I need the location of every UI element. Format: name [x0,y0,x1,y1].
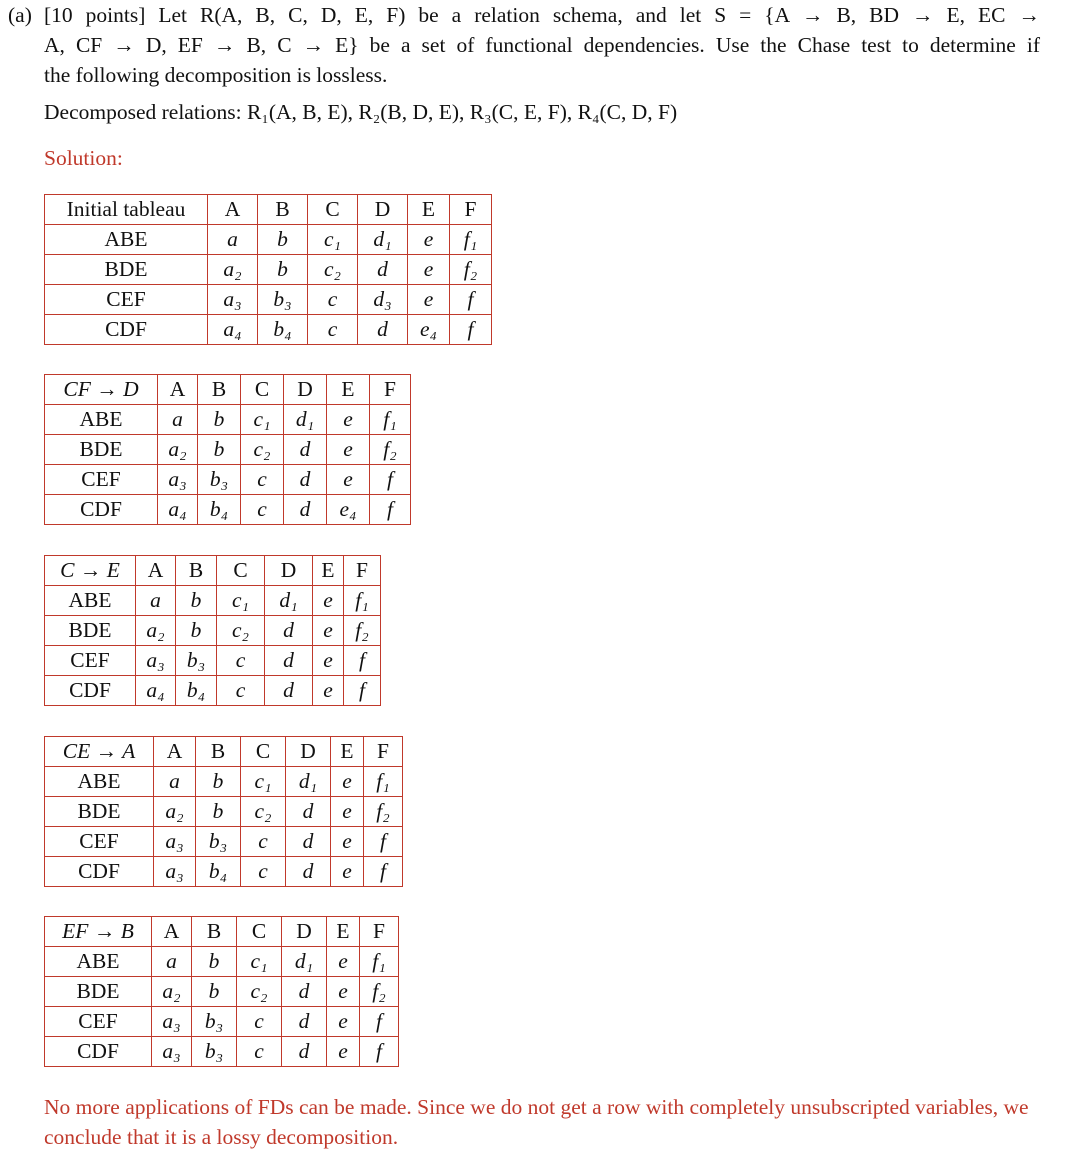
cell: d [286,857,331,887]
col-header: E [408,195,450,225]
tableau-ce-a [44,736,403,887]
col-header: A [154,737,196,767]
cell: f [364,857,403,887]
cell: f [364,827,403,857]
cell: e [313,676,344,706]
cell: e [408,255,450,285]
table-row [45,586,381,616]
row-name: ABE [45,767,154,797]
col-header: F [344,556,381,586]
cell: c₂ [308,255,358,285]
cell: b₃ [192,1037,237,1067]
cell: f₁ [364,767,403,797]
row-name: BDE [45,435,158,465]
cell: f₂ [360,977,399,1007]
cell: f [344,676,381,706]
tableau-title: CE → A [45,737,154,767]
cell: b [258,255,308,285]
cell: a₃ [154,857,196,887]
cell: a₄ [208,315,258,345]
problem-line-3: the following decomposition is lossless. [44,63,388,87]
table-row [45,405,411,435]
tableau-c-e [44,555,381,706]
cell: f [370,465,411,495]
table-row [45,315,492,345]
table-row [45,435,411,465]
cell: f₂ [370,435,411,465]
col-header: D [284,375,327,405]
col-header: C [241,375,284,405]
cell: e [313,646,344,676]
cell: c₁ [241,767,286,797]
row-name: BDE [45,977,152,1007]
table-row [45,225,492,255]
cell: e [313,586,344,616]
col-header: C [217,556,265,586]
cell: e [408,285,450,315]
col-header: D [282,917,327,947]
row-name: CDF [45,857,154,887]
col-header: A [208,195,258,225]
cell: b₃ [176,646,217,676]
cell: b₄ [258,315,308,345]
problem-line-2: A, CF → D, EF → B, C → E} be a set of functional dependencies. Use the Chase test to determine if [44,33,1040,57]
cell: d [265,616,313,646]
cell: c [308,285,358,315]
cell: d [284,435,327,465]
solution-label: Solution: [44,146,123,170]
row-name: BDE [45,616,136,646]
cell: c₁ [237,947,282,977]
cell: e₄ [408,315,450,345]
col-header: F [360,917,399,947]
cell: c₁ [308,225,358,255]
cell: c [308,315,358,345]
problem-label: (a) [8,3,32,27]
cell: b₄ [196,857,241,887]
cell: f₂ [450,255,492,285]
col-header: D [358,195,408,225]
cell: e [408,225,450,255]
cell: c [237,1007,282,1037]
decomposed-relations: Decomposed relations: R₁(A, B, E), R₂(B, D, E), R₃(C, E, F), R₄(C, D, F) [44,100,678,124]
cell: c [237,1037,282,1067]
cell: e [327,435,370,465]
cell: b₃ [198,465,241,495]
cell: e [327,1007,360,1037]
cell: a₂ [152,977,192,1007]
col-header: E [327,375,370,405]
cell: d [282,1037,327,1067]
cell: a₂ [208,255,258,285]
table-row [45,977,399,1007]
col-header: E [313,556,344,586]
col-header: B [198,375,241,405]
row-name: CDF [45,676,136,706]
cell: c [241,827,286,857]
cell: f₁ [344,586,381,616]
cell: b₃ [196,827,241,857]
cell: a [152,947,192,977]
col-header: B [196,737,241,767]
cell: d₁ [265,586,313,616]
row-name: CDF [45,1037,152,1067]
cell: d [282,1007,327,1037]
cell: d [358,255,408,285]
cell: f [450,315,492,345]
cell: d [265,676,313,706]
table-row [45,285,492,315]
cell: a₄ [158,495,198,525]
cell: f [344,646,381,676]
col-header: E [331,737,364,767]
cell: e [313,616,344,646]
cell: b [196,767,241,797]
cell: a₃ [152,1007,192,1037]
cell: f [360,1037,399,1067]
cell: c₂ [241,797,286,827]
table-row [45,1037,399,1067]
problem-line-1: [10 points] Let R(A, B, C, D, E, F) be a relation schema, and let S = {A → B, BD → E, EC → [44,3,1040,27]
tableau-ef-b [44,916,399,1067]
tableau-title: Initial tableau [45,195,208,225]
cell: c [241,495,284,525]
cell: a [154,767,196,797]
cell: a₃ [154,827,196,857]
table-row [45,495,411,525]
row-name: CDF [45,495,158,525]
cell: b₃ [192,1007,237,1037]
cell: e [331,827,364,857]
conclusion: No more applications of FDs can be made. Since we do not get a row with completely unsubscripted variables, we conclude that it is a lossy decomposition. [44,1095,1029,1149]
cell: b [176,616,217,646]
table-row [45,616,381,646]
cell: a₄ [136,676,176,706]
cell: f₂ [344,616,381,646]
col-header: F [370,375,411,405]
cell: f₁ [360,947,399,977]
table-row [45,767,403,797]
col-header: A [152,917,192,947]
cell: a₃ [136,646,176,676]
cell: d₁ [286,767,331,797]
cell: e [327,465,370,495]
cell: d [358,315,408,345]
cell: e [327,1037,360,1067]
cell: c₁ [217,586,265,616]
cell: e [327,977,360,1007]
col-header: E [327,917,360,947]
cell: d₁ [358,225,408,255]
cell: b [192,977,237,1007]
table-row [45,646,381,676]
cell: f₁ [370,405,411,435]
cell: e [327,947,360,977]
table-row [45,797,403,827]
cell: b [198,435,241,465]
cell: a₂ [158,435,198,465]
tableau-cf-d [44,374,411,525]
cell: e [331,767,364,797]
cell: e [331,857,364,887]
col-header: B [192,917,237,947]
col-header: A [136,556,176,586]
row-name: CEF [45,646,136,676]
cell: c [217,646,265,676]
row-name: ABE [45,947,152,977]
cell: a₂ [154,797,196,827]
cell: a₃ [152,1037,192,1067]
cell: f [360,1007,399,1037]
cell: f [370,495,411,525]
table-row [45,857,403,887]
cell: c [241,465,284,495]
col-header: F [364,737,403,767]
tableau-title: EF → B [45,917,152,947]
col-header: C [308,195,358,225]
cell: b [258,225,308,255]
cell: c₂ [237,977,282,1007]
col-header: F [450,195,492,225]
col-header: D [265,556,313,586]
row-name: BDE [45,797,154,827]
col-header: C [241,737,286,767]
tableau-title: CF → D [45,375,158,405]
col-header: A [158,375,198,405]
table-row [45,676,381,706]
col-header: B [176,556,217,586]
cell: f [450,285,492,315]
row-name: BDE [45,255,208,285]
col-header: D [286,737,331,767]
cell: c [241,857,286,887]
cell: b₄ [198,495,241,525]
table-row [45,1007,399,1037]
row-name: CEF [45,827,154,857]
cell: b [196,797,241,827]
table-row [45,255,492,285]
row-name: CDF [45,315,208,345]
cell: d [284,465,327,495]
cell: d [286,797,331,827]
cell: e₄ [327,495,370,525]
tableau-initial [44,194,492,345]
row-name: ABE [45,405,158,435]
col-header: C [237,917,282,947]
row-name: CEF [45,285,208,315]
cell: d₁ [282,947,327,977]
cell: b₄ [176,676,217,706]
cell: e [327,405,370,435]
cell: d₁ [284,405,327,435]
row-name: CEF [45,1007,152,1037]
cell: a [158,405,198,435]
table-row [45,947,399,977]
col-header: B [258,195,308,225]
cell: b [192,947,237,977]
cell: c₁ [241,405,284,435]
cell: b [176,586,217,616]
row-name: CEF [45,465,158,495]
cell: e [331,797,364,827]
cell: d [286,827,331,857]
cell: a [208,225,258,255]
cell: c₂ [241,435,284,465]
cell: b [198,405,241,435]
cell: a₃ [208,285,258,315]
tableau-title: C → E [45,556,136,586]
cell: a₃ [158,465,198,495]
cell: b₃ [258,285,308,315]
row-name: ABE [45,586,136,616]
cell: c [217,676,265,706]
cell: d [284,495,327,525]
cell: a₂ [136,616,176,646]
cell: f₂ [364,797,403,827]
cell: d [265,646,313,676]
table-row [45,827,403,857]
row-name: ABE [45,225,208,255]
cell: f₁ [450,225,492,255]
cell: c₂ [217,616,265,646]
cell: a [136,586,176,616]
cell: d [282,977,327,1007]
cell: d₃ [358,285,408,315]
table-row [45,465,411,495]
